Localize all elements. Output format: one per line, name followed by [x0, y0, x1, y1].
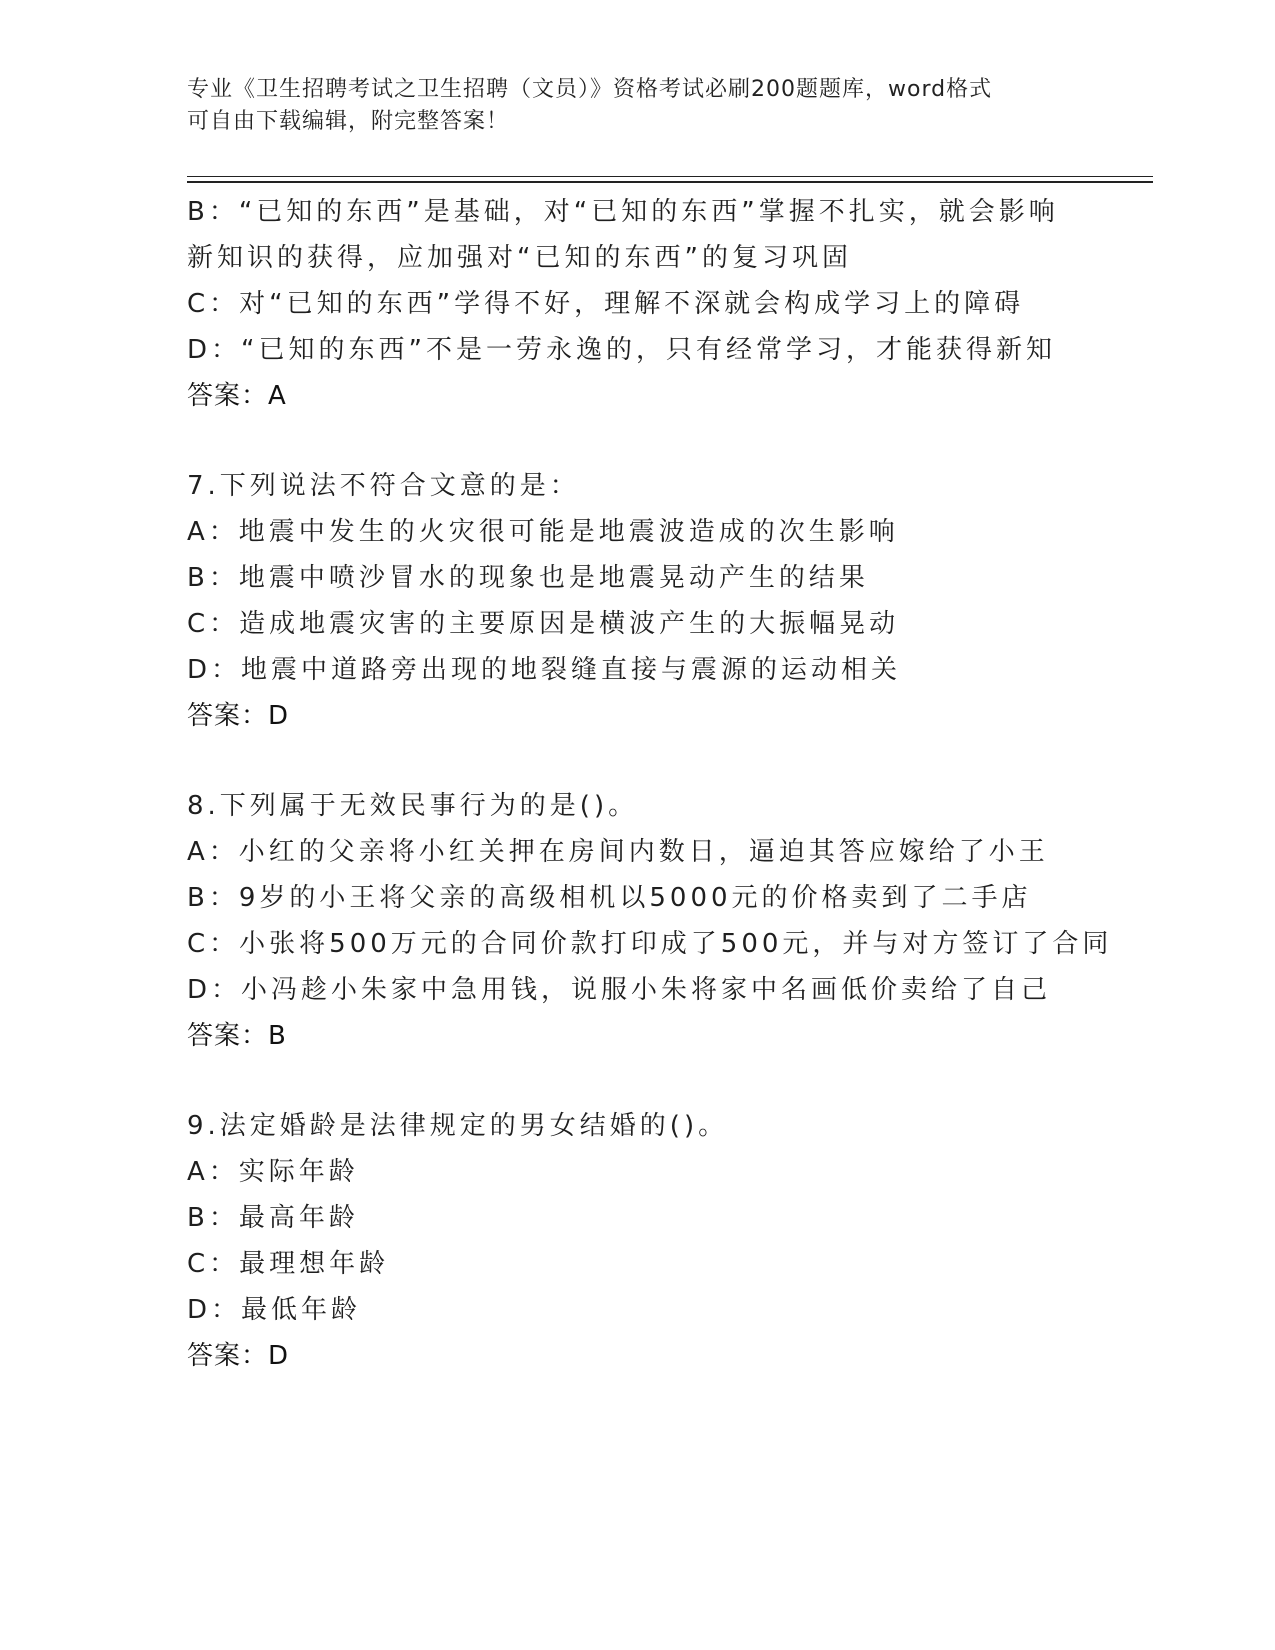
option-d: D：最低年龄: [187, 1295, 362, 1325]
option-c: C：小张将500万元的合同价款打印成了500元，并与对方签订了合同: [187, 929, 1113, 959]
question-block-7: [187, 463, 1147, 739]
question-stem: 9.法定婚龄是法律规定的男女结婚的()。: [187, 1111, 729, 1141]
answer-line: 答案：D: [187, 701, 290, 731]
option-c: C：最理想年龄: [187, 1249, 390, 1279]
header-divider-thick: [187, 181, 1153, 183]
spacer: [187, 419, 1147, 463]
spacer: [187, 739, 1147, 783]
question-stem: 8.下列属于无效民事行为的是()。: [187, 791, 639, 821]
answer-line: 答案：A: [187, 381, 287, 411]
option-b: B：9岁的小王将父亲的高级相机以5000元的价格卖到了二手店: [187, 883, 1032, 913]
option-d: D：“已知的东西”不是一劳永逸的，只有经常学习，才能获得新知: [187, 335, 1056, 365]
option-c: C：造成地震灾害的主要原因是横波产生的大振幅晃动: [187, 609, 900, 639]
option-d: D：地震中道路旁出现的地裂缝直接与震源的运动相关: [187, 655, 902, 685]
option-b: B：最高年龄: [187, 1203, 359, 1233]
question-content: [187, 189, 1147, 1379]
question-block-9: [187, 1103, 1147, 1379]
question-block-6-continued: [187, 189, 1147, 419]
answer-line: 答案：B: [187, 1021, 287, 1051]
option-b-line-2: 新知识的获得，应加强对“已知的东西”的复习巩固: [187, 243, 852, 273]
option-a: A：实际年龄: [187, 1157, 359, 1187]
document-header: [187, 74, 1087, 138]
option-a: A：地震中发生的火灾很可能是地震波造成的次生影响: [187, 517, 899, 547]
option-b: B：地震中喷沙冒水的现象也是地震晃动产生的结果: [187, 563, 869, 593]
header-divider-thin: [187, 176, 1153, 177]
option-a: A：小红的父亲将小红关押在房间内数日，逼迫其答应嫁给了小王: [187, 837, 1049, 867]
option-d: D：小冯趁小朱家中急用钱，说服小朱将家中名画低价卖给了自己: [187, 975, 1052, 1005]
option-c: C：对“已知的东西”学得不好，理解不深就会构成学习上的障碍: [187, 289, 1025, 319]
answer-line: 答案：D: [187, 1341, 290, 1371]
header-title-line-1: 专业《卫生招聘考试之卫生招聘（文员）》资格考试必刷200题题库，word格式: [187, 77, 993, 102]
question-stem: 7.下列说法不符合文意的是：: [187, 471, 580, 501]
question-block-8: [187, 783, 1147, 1059]
option-b-line-1: B：“已知的东西”是基础，对“已知的东西”掌握不扎实，就会影响: [187, 197, 1059, 227]
header-title-line-2: 可自由下载编辑，附完整答案！: [187, 109, 510, 134]
spacer: [187, 1059, 1147, 1103]
